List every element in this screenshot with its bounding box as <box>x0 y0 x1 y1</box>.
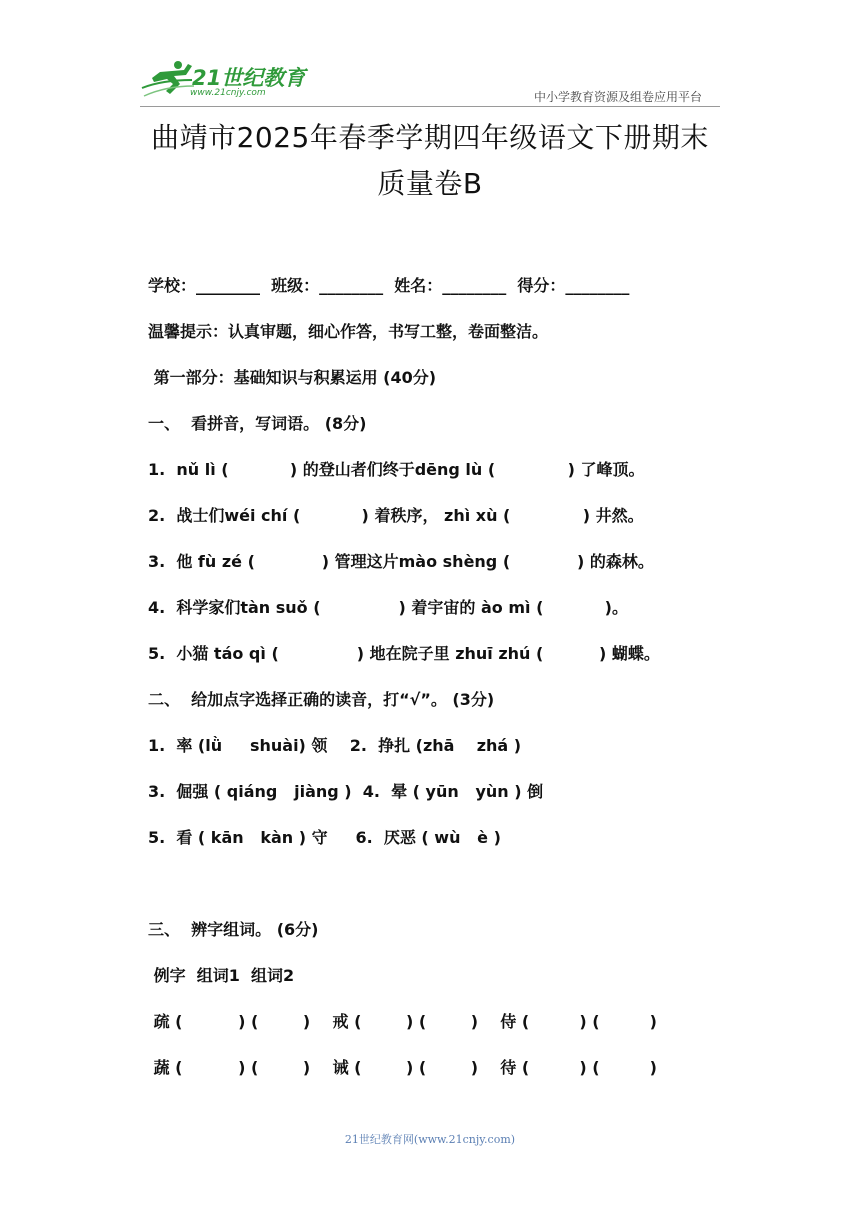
section3-heading: 三、 辨字组词。 (6分) <box>148 920 319 939</box>
section1-question: 1. nǔ lì ( ) 的登山者们终于dēng lù ( ) 了峰顶。 <box>148 460 645 479</box>
tip-line: 温馨提示：认真审题，细心作答，书写工整，卷面整洁。 <box>148 322 549 341</box>
section3-row: 疏 ( ) ( ) 戒 ( ) ( ) 侍 ( ) ( ) <box>148 1012 657 1031</box>
header-divider <box>140 106 720 107</box>
section1-heading: 一、 看拼音，写词语。 (8分) <box>148 414 367 433</box>
student-info-line: 学校：________ 班级：________ 姓名：________ 得分：________ <box>148 276 630 295</box>
section3-columns: 例字 组词1 组词2 <box>148 966 295 985</box>
brand-logo <box>140 58 310 102</box>
section1-question: 2. 战士们wéi chí ( ) 着秩序， zhì xù ( ) 井然。 <box>148 506 644 525</box>
section2-question: 1. 率 (lǜ shuài) 领 2. 挣扎 (zhā zhá ) <box>148 736 522 755</box>
part-heading: 第一部分：基础知识与积累运用 (40分) <box>148 368 437 387</box>
platform-label: 中小学教育资源及组卷应用平台 <box>534 90 703 104</box>
logo-text: 21世纪教育 <box>192 66 306 90</box>
page-title-line2: 质量卷B <box>377 167 483 200</box>
section1-question: 5. 小猫 táo qì ( ) 地在院子里 zhuī zhú ( ) 蝴蝶。 <box>148 644 660 663</box>
section2-heading: 二、 给加点字选择正确的读音，打“√”。 (3分) <box>148 690 495 709</box>
section3-row: 蔬 ( ) ( ) 诫 ( ) ( ) 待 ( ) ( ) <box>148 1058 657 1077</box>
page-title-line1: 曲靖市2025年春季学期四年级语文下册期末 <box>151 121 709 154</box>
section2-question: 5. 看 ( kān kàn ) 守 6. 厌恶 ( wù è ) <box>148 828 501 847</box>
footer-source: 21世纪教育网(www.21cnjy.com) <box>344 1133 516 1146</box>
section2-question: 3. 倔强 ( qiáng jiàng ) 4. 晕 ( yūn yùn ) 倒 <box>148 782 544 801</box>
section1-question: 4. 科学家们tàn suǒ ( ) 着宇宙的 ào mì ( )。 <box>148 598 628 617</box>
section1-question: 3. 他 fù zé ( ) 管理这片mào shèng ( ) 的森林。 <box>148 552 654 571</box>
logo-url: www.21cnjy.com <box>190 88 266 98</box>
